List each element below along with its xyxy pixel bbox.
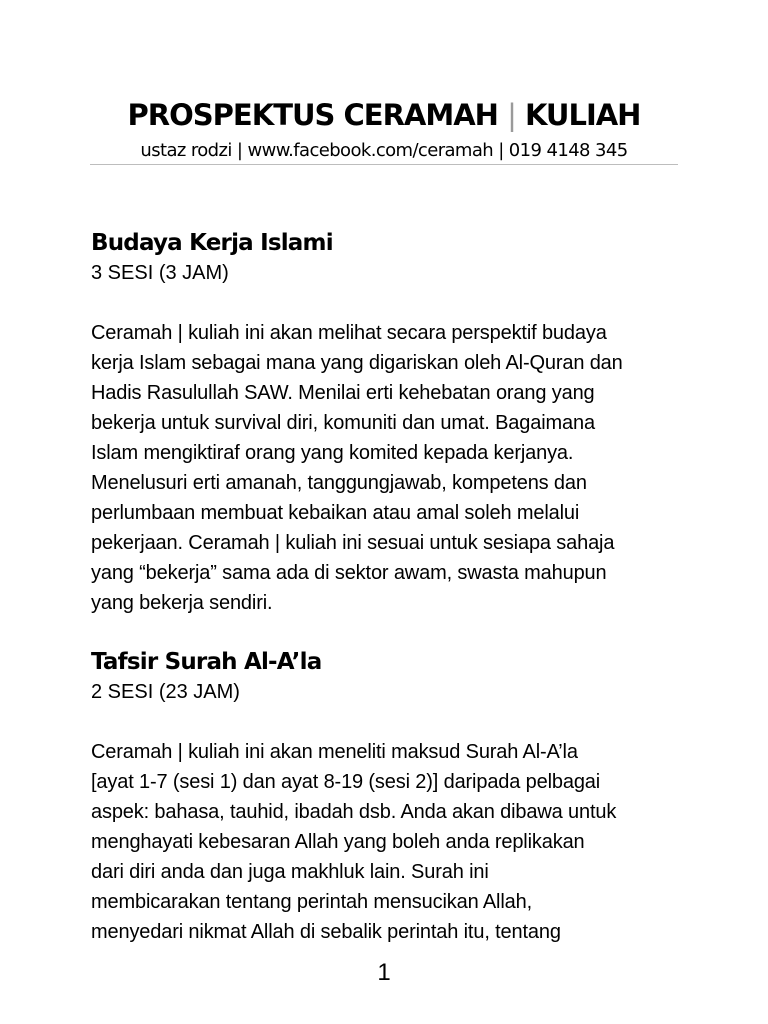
section-description: Ceramah | kuliah ini akan melihat secara perspektif budaya kerja Islam sebagai mana yang digariskan oleh Al-Quran dan Hadis Rasulullah SAW. Menilai erti kehebatan orang yang bekerja untuk survival diri, komuniti dan umat. Bagaimana Islam mengiktiraf orang yang komited kepada kerjanya. Menelusuri erti amanah, tanggungjawab, kompetens dan perlumbaan membuat kebaikan atau amal soleh melalui pekerjaan. Ceramah | kuliah ini sesuai untuk sesiapa sahaja yang “bekerja” sama ada di sektor awam, swasta mahupun yang bekerja sendiri. bbox=[91, 322, 623, 614]
title-left: PROSPEKTUS CERAMAH bbox=[127, 98, 498, 132]
section-budaya-kerja bbox=[91, 228, 691, 618]
section-sessions: 3 SESI (3 JAM) bbox=[91, 262, 229, 284]
header-divider bbox=[90, 164, 678, 165]
section-tafsir-al-ala bbox=[91, 647, 691, 947]
document-title bbox=[90, 95, 678, 135]
title-separator: | bbox=[507, 98, 516, 132]
section-title: Tafsir Surah Al-A’la bbox=[91, 649, 322, 675]
document-header bbox=[90, 95, 678, 164]
section-description: Ceramah | kuliah ini akan meneliti maksud Surah Al-A’la [ayat 1-7 (sesi 1) dan ayat 8-19 (sesi 2)] daripada pelbagai aspek: bahasa, tauhid, ibadah dsb. Anda akan dibawa untuk menghayati kebesaran Allah yang boleh anda replikakan dari diri anda dan juga makhluk lain. Surah ini membicarakan tentang perintah mensucikan Allah, menyedari nikmat Allah di sebalik perintah itu, tentang bbox=[91, 741, 617, 943]
section-title: Budaya Kerja Islami bbox=[91, 230, 333, 256]
title-right: KULIAH bbox=[524, 98, 641, 132]
contact-line: ustaz rodzi | www.facebook.com/ceramah | 019 4148 345 bbox=[140, 140, 628, 161]
page-number: 1 bbox=[377, 959, 391, 986]
section-sessions: 2 SESI (23 JAM) bbox=[91, 681, 240, 703]
